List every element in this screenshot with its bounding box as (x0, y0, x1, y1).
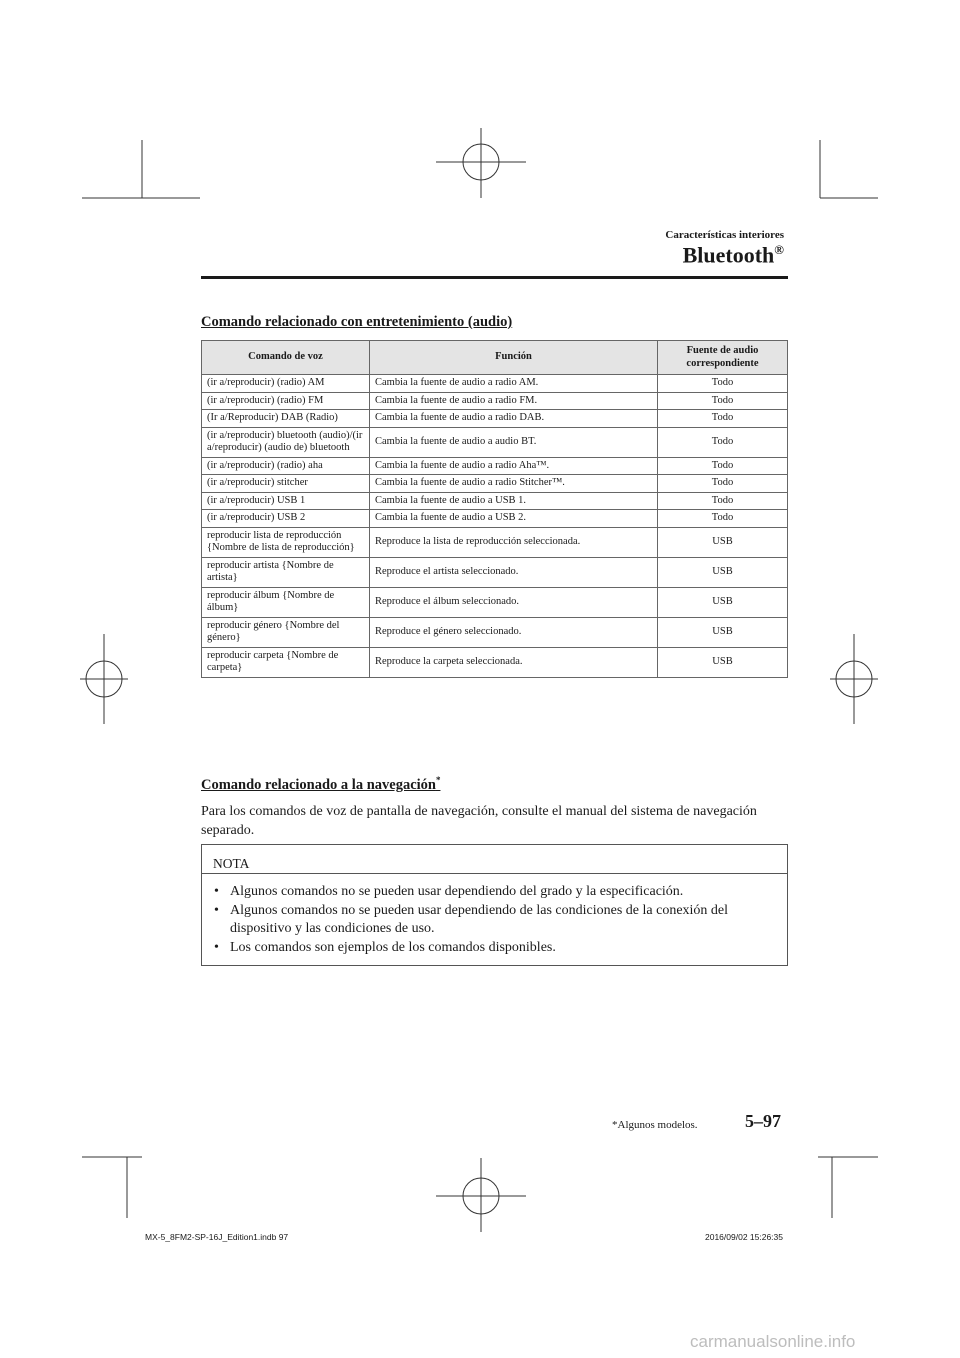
table-row (202, 427, 788, 457)
function-cell: Cambia la fuente de audio a radio DAB. (370, 410, 658, 428)
note-box (201, 844, 788, 966)
table-row (202, 510, 788, 528)
note-item (214, 902, 774, 939)
table-row (202, 557, 788, 587)
audio-source-cell: Todo (658, 510, 788, 528)
voice-command-cell: (ir a/reproducir) stitcher (202, 475, 370, 493)
table-row (202, 492, 788, 510)
function-cell: Cambia la fuente de audio a radio FM. (370, 392, 658, 410)
page-number: 5–97 (745, 1111, 781, 1131)
function-cell: Cambia la fuente de audio a radio Stitcher™. (370, 475, 658, 493)
voice-command-cell: reproducir género {Nombre del género} (202, 617, 370, 647)
audio-source-cell: Todo (658, 492, 788, 510)
voice-command-table (201, 340, 788, 678)
note-item (214, 939, 774, 958)
registered-mark: ® (774, 242, 784, 257)
audio-source-cell: USB (658, 647, 788, 677)
table-row (202, 375, 788, 393)
audio-source-cell: Todo (658, 475, 788, 493)
audio-source-cell: USB (658, 587, 788, 617)
function-cell: Reproduce el género seleccionado. (370, 617, 658, 647)
registration-mark-top (436, 128, 526, 198)
function-cell: Reproduce el artista seleccionado. (370, 557, 658, 587)
navigation-heading-text: Comando relacionado a la navegación (201, 776, 436, 793)
table-body (202, 375, 788, 678)
function-cell: Cambia la fuente de audio a audio BT. (370, 427, 658, 457)
voice-command-cell: reproducir álbum {Nombre de álbum} (202, 587, 370, 617)
note-item (214, 883, 774, 902)
audio-source-cell: Todo (658, 457, 788, 475)
audio-source-cell: Todo (658, 427, 788, 457)
registration-mark-right (830, 634, 878, 724)
voice-command-cell: (ir a/reproducir) bluetooth (audio)/(ir a/reproducir) (audio de) bluetooth (202, 427, 370, 457)
function-cell: Cambia la fuente de audio a radio AM. (370, 375, 658, 393)
bullet-icon: • (214, 902, 219, 918)
voice-command-cell: (ir a/reproducir) (radio) FM (202, 392, 370, 410)
audio-source-cell: Todo (658, 392, 788, 410)
note-item-text: Algunos comandos no se pueden usar dependiendo del grado y la especificación. (230, 884, 684, 899)
table-row (202, 392, 788, 410)
function-cell: Reproduce el álbum seleccionado. (370, 587, 658, 617)
function-cell: Cambia la fuente de audio a radio Aha™. (370, 457, 658, 475)
function-cell: Cambia la fuente de audio a USB 2. (370, 510, 658, 528)
audio-source-cell: Todo (658, 410, 788, 428)
function-cell: Cambia la fuente de audio a USB 1. (370, 492, 658, 510)
registration-mark-left (80, 634, 128, 724)
table-header-row (202, 341, 788, 375)
asterisk-mark: * (435, 775, 441, 785)
table-row (202, 617, 788, 647)
imprint-date: 2016/09/02 15:26:35 (705, 1232, 783, 1242)
page-title (683, 242, 784, 268)
bullet-icon: • (214, 939, 219, 955)
column-header: Fuente de audio correspondiente (658, 341, 788, 375)
audio-source-cell: USB (658, 617, 788, 647)
column-header: Comando de voz (202, 341, 370, 375)
header-rule (201, 276, 788, 279)
chapter-title: Características interiores (665, 229, 784, 241)
table-row (202, 527, 788, 557)
voice-command-cell: (ir a/reproducir) (radio) AM (202, 375, 370, 393)
note-divider (202, 873, 787, 874)
table-row (202, 475, 788, 493)
voice-command-cell: (ir a/reproducir) (radio) aha (202, 457, 370, 475)
table-row (202, 457, 788, 475)
watermark: carmanualsonline.info (690, 1332, 856, 1351)
function-cell: Reproduce la lista de reproducción seleccionada. (370, 527, 658, 557)
voice-command-cell: reproducir artista {Nombre de artista} (202, 557, 370, 587)
bullet-icon: • (214, 884, 219, 899)
voice-command-cell: reproducir lista de reproducción {Nombre de lista de reproducción} (202, 527, 370, 557)
audio-source-cell: USB (658, 557, 788, 587)
navigation-paragraph: Para los comandos de voz de pantalla de navegación, consulte el manual del sistema de navegación separado. (201, 804, 757, 838)
table-row (202, 587, 788, 617)
note-item-text: Algunos comandos no se pueden usar dependiendo de las condiciones de la conexión del dispositivo y las condiciones de uso. (230, 902, 729, 936)
table-row (202, 410, 788, 428)
navigation-section-heading (201, 775, 440, 794)
voice-command-cell: (ir a/reproducir) USB 2 (202, 510, 370, 528)
page-title-text: Bluetooth (682, 242, 775, 268)
voice-command-cell: (ir a/reproducir) USB 1 (202, 492, 370, 510)
audio-section-heading: Comando relacionado con entretenimiento (audio) (201, 314, 513, 330)
audio-source-cell: USB (658, 527, 788, 557)
note-list (214, 883, 774, 957)
registration-mark-bottom (436, 1158, 526, 1232)
table-row (202, 647, 788, 677)
imprint-file: MX-5_8FM2-SP-16J_Edition1.indb 97 (145, 1232, 289, 1242)
note-item-text: Los comandos son ejemplos de los comandos disponibles. (230, 939, 556, 955)
voice-command-cell: reproducir carpeta {Nombre de carpeta} (202, 647, 370, 677)
column-header: Función (370, 341, 658, 375)
function-cell: Reproduce la carpeta seleccionada. (370, 647, 658, 677)
footnote: *Algunos modelos. (612, 1119, 698, 1131)
note-title: NOTA (213, 856, 250, 871)
audio-source-cell: Todo (658, 375, 788, 393)
voice-command-cell: (Ir a/Reproducir) DAB (Radio) (202, 410, 370, 428)
